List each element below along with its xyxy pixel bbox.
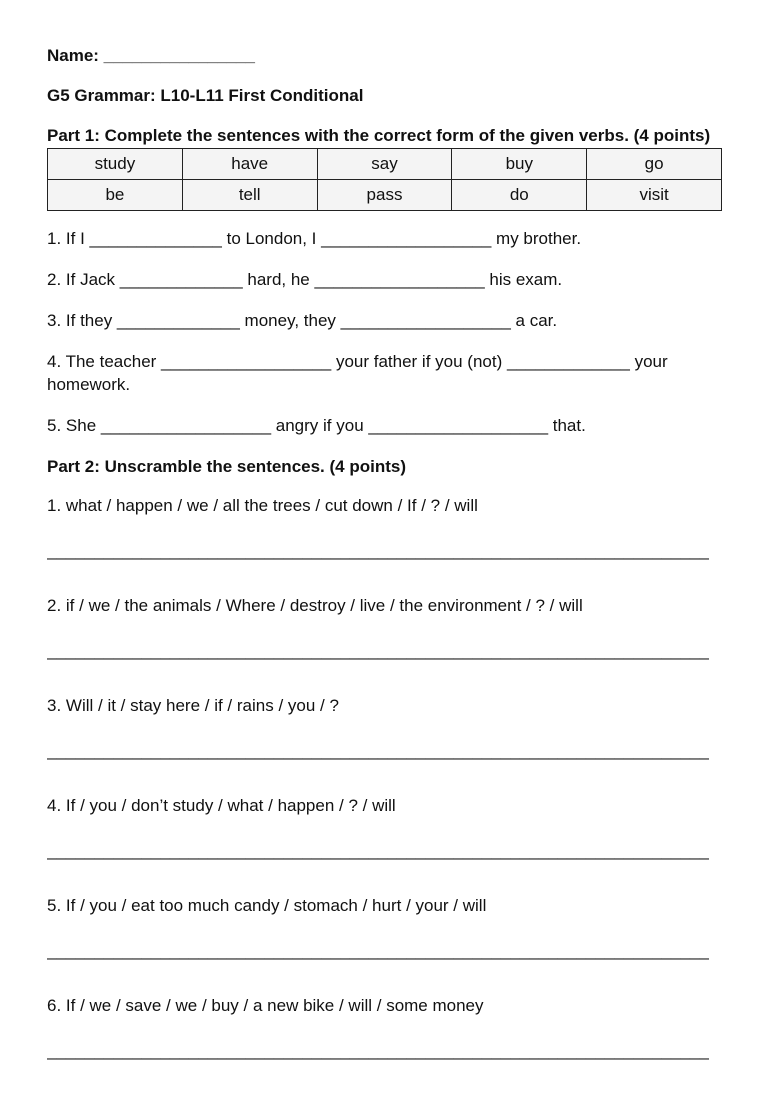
- spacer: [47, 617, 722, 639]
- part2-item-5: 5. If / you / eat too much candy / stomach / hurt / your / will: [47, 896, 487, 915]
- verb-cell: do: [452, 180, 587, 211]
- part1-sentence-3: 3. If they _____________ money, they __________________ a car.: [47, 311, 558, 330]
- name-field-label: Name: ________________: [47, 46, 255, 65]
- verb-cell: have: [182, 149, 317, 180]
- part2-heading: Part 2: Unscramble the sentences. (4 points): [47, 457, 406, 476]
- answer-line-6: ______________________________________________________________________: [47, 1041, 709, 1060]
- spacer: [47, 817, 722, 839]
- worksheet-page: [47, 44, 722, 1094]
- verb-cell: study: [48, 149, 183, 180]
- answer-line-2: ______________________________________________________________________: [47, 641, 709, 660]
- spacer: [47, 1017, 722, 1039]
- spacer: [47, 717, 722, 739]
- verb-bank-row-2: [48, 180, 722, 211]
- spacer: [47, 917, 722, 939]
- part2-item-4: 4. If / you / don’t study / what / happen / ? / will: [47, 796, 396, 815]
- verb-cell: go: [587, 149, 722, 180]
- part1-sentence-2: 2. If Jack _____________ hard, he __________________ his exam.: [47, 270, 563, 289]
- verb-cell: say: [317, 149, 452, 180]
- verb-cell: tell: [182, 180, 317, 211]
- verb-cell: pass: [317, 180, 452, 211]
- part1-heading: Part 1: Complete the sentences with the correct form of the given verbs. (4 points): [47, 126, 711, 145]
- verb-bank-row-1: [48, 149, 722, 180]
- part1-sentence-4: 4. The teacher __________________ your father if you (not) _____________ your homework.: [47, 352, 668, 394]
- part2-item-1: 1. what / happen / we / all the trees / cut down / If / ? / will: [47, 496, 478, 515]
- answer-line-4: ______________________________________________________________________: [47, 841, 709, 860]
- part2-item-2: 2. if / we / the animals / Where / destroy / live / the environment / ? / will: [47, 596, 583, 615]
- verb-cell: buy: [452, 149, 587, 180]
- part1-sentence-5: 5. She __________________ angry if you ___________________ that.: [47, 416, 586, 435]
- part1-sentence-1: 1. If I ______________ to London, I __________________ my brother.: [47, 229, 582, 248]
- part2-item-3: 3. Will / it / stay here / if / rains / you / ?: [47, 696, 339, 715]
- spacer: [47, 517, 722, 539]
- worksheet-title: G5 Grammar: L10-L11 First Conditional: [47, 86, 364, 105]
- verb-cell: be: [48, 180, 183, 211]
- answer-line-1: ______________________________________________________________________: [47, 541, 709, 560]
- answer-line-5: ______________________________________________________________________: [47, 941, 709, 960]
- answer-line-3: ______________________________________________________________________: [47, 741, 709, 760]
- verb-cell: visit: [587, 180, 722, 211]
- part2-item-6: 6. If / we / save / we / buy / a new bike / will / some money: [47, 996, 484, 1015]
- verb-bank-table: [47, 148, 722, 211]
